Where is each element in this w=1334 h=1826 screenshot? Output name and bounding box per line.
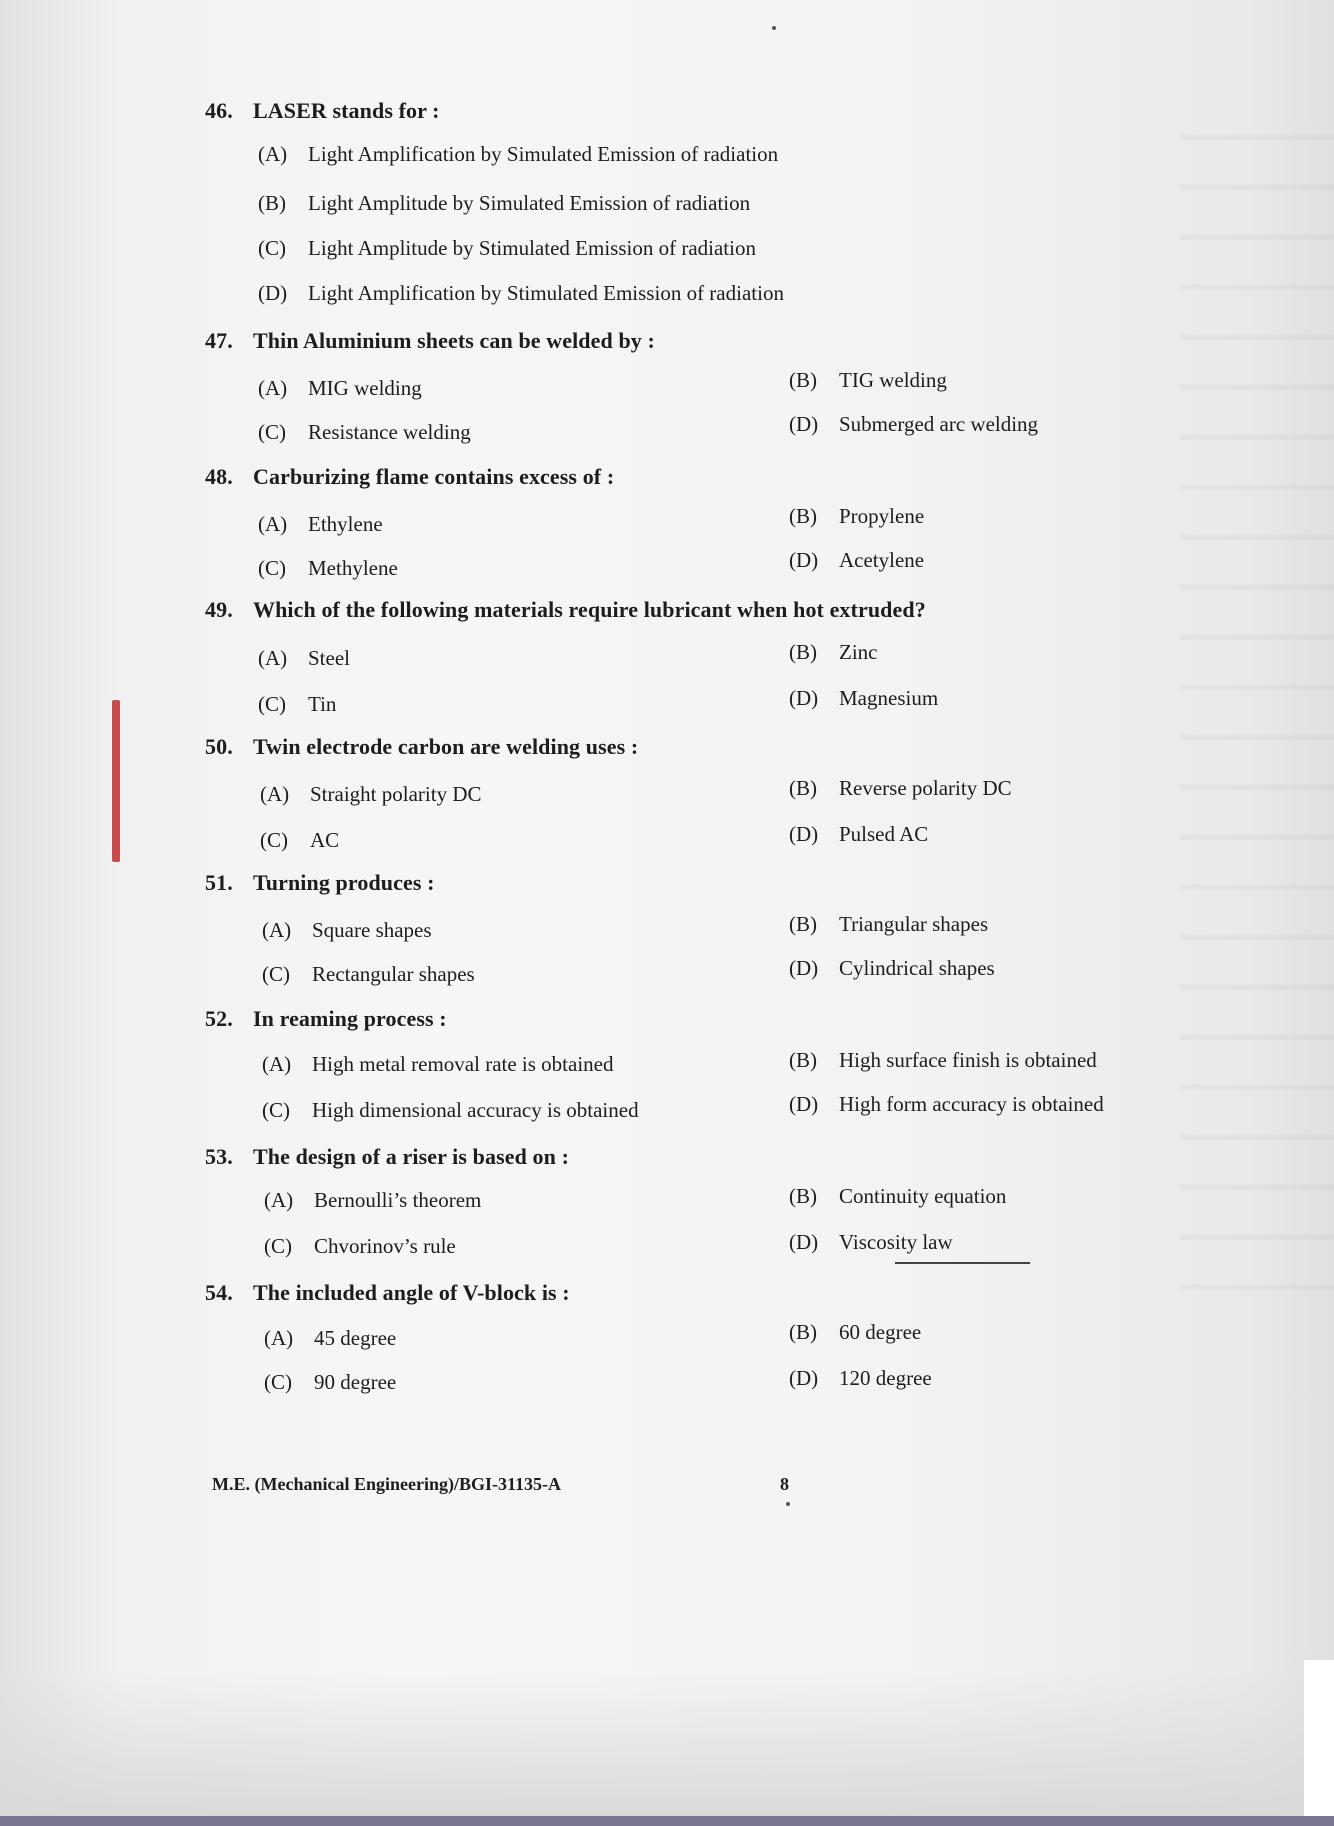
q53-option-c: (C) Chvorinov’s rule [264,1234,456,1258]
red-margin-mark [112,700,120,862]
question-48: 48. Carburizing flame contains excess of : [205,464,615,489]
q53-option-d: (D) Viscosity law [789,1230,953,1254]
bottom-shadow [0,1670,1334,1826]
question-46 [205,98,440,124]
q54-option-a: (A) 45 degree [264,1326,397,1350]
q54-option-b: (B) 60 degree [789,1320,922,1344]
q50-option-c: (C) AC [260,828,340,852]
question-54: 54. The included angle of V-block is : [205,1280,570,1305]
q48-option-d: (D) Acetylene [789,548,925,572]
question-50: 50. Twin electrode carbon are welding uses : [205,734,639,759]
q49-option-a: (A) Steel [258,646,350,670]
q48-option-c: (C) Methylene [258,556,398,580]
q50-option-a: (A) Straight polarity DC [260,782,482,806]
footer-code: M.E. (Mechanical Engineering)/BGI-31135-A [212,1474,561,1494]
q54-option-d: (D) 120 degree [789,1366,932,1390]
scan-speck [786,1502,790,1506]
q46-option-c: (C) Light Amplitude by Stimulated Emission of radiation [258,236,756,260]
q52-option-d: (D) High form accuracy is obtained [789,1092,1104,1116]
q50-option-b: (B) Reverse polarity DC [789,776,1012,800]
q46-option-b: (B) Light Amplitude by Simulated Emission of radiation [258,191,751,215]
q51-option-a: (A) Square shapes [262,918,432,942]
q51-option-d: (D) Cylindrical shapes [789,956,995,980]
q49-option-d: (D) Magnesium [789,686,939,710]
q52-option-a: (A) High metal removal rate is obtained [262,1052,614,1076]
q53-option-a: (A) Bernoulli’s theorem [264,1188,482,1212]
question-49: 49. Which of the following materials require lubricant when hot extruded? [205,597,926,622]
q47-option-c: (C) Resistance welding [258,420,471,444]
q50-option-d: (D) Pulsed AC [789,822,929,846]
scan-speck [772,26,776,30]
bottom-edge-strip [0,1816,1334,1826]
q47-option-a: (A) MIG welding [258,376,422,400]
question-53: 53. The design of a riser is based on : [205,1144,570,1169]
q46-option-a: (A) Light Amplification by Simulated Emission of radiation [258,142,779,166]
page-number: 8 [780,1474,789,1494]
q51-option-b: (B) Triangular shapes [789,912,989,936]
pencil-underline [895,1262,1030,1264]
bleed-through-texture [1180,90,1334,1290]
q52-option-c: (C) High dimensional accuracy is obtained [262,1098,639,1122]
q49-option-b: (B) Zinc [789,640,878,664]
q47-option-d: (D) Submerged arc welding [789,412,1039,436]
question-47: 47. Thin Aluminium sheets can be welded by : [205,328,655,353]
q46-option-d: (D) Light Amplification by Stimulated Emission of radiation [258,281,784,305]
q53-option-b: (B) Continuity equation [789,1184,1007,1208]
q49-option-c: (C) Tin [258,692,337,716]
question-text: LASER stands for : [253,98,440,123]
question-51: 51. Turning produces : [205,870,435,895]
q54-option-c: (C) 90 degree [264,1370,397,1394]
page-corner [1304,1660,1334,1820]
question-52: 52. In reaming process : [205,1006,447,1031]
q52-option-b: (B) High surface finish is obtained [789,1048,1097,1072]
question-number: 46. [205,98,233,123]
q48-option-a: (A) Ethylene [258,512,383,536]
q47-option-b: (B) TIG welding [789,368,947,392]
q48-option-b: (B) Propylene [789,504,925,528]
q51-option-c: (C) Rectangular shapes [262,962,475,986]
